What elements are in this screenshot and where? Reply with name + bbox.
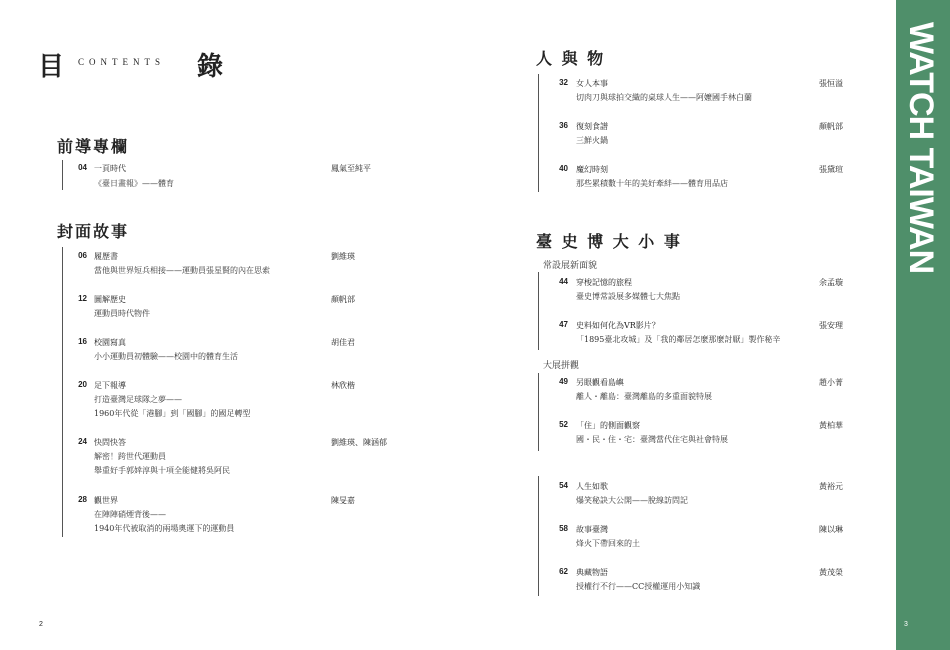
entry-num: 47 bbox=[559, 320, 568, 329]
entry-author: 劉維瑛 bbox=[331, 252, 355, 261]
entry-title: 觀世界 bbox=[94, 496, 118, 505]
entry-author: 黃裕元 bbox=[819, 482, 843, 491]
page-number-right: 3 bbox=[904, 621, 908, 628]
entry-author: 余孟璇 bbox=[819, 278, 843, 287]
entry-author: 劉維瑛、陳涵郁 bbox=[331, 438, 387, 447]
entry-desc: 打造臺灣足球隊之夢—— bbox=[94, 395, 182, 404]
entry-num: 12 bbox=[78, 294, 87, 303]
entry-title: 故事臺灣 bbox=[576, 525, 608, 534]
history-group-a bbox=[538, 272, 539, 350]
entry-num: 04 bbox=[78, 163, 87, 172]
entry-desc: 舉重好手郭婞淳與十項全能健將吳阿民 bbox=[94, 466, 230, 475]
entry-desc: 在陣陣硝煙背後—— bbox=[94, 510, 166, 519]
entry-desc: 《臺日畫報》——體育 bbox=[94, 179, 174, 188]
entry-author: 陳以琳 bbox=[819, 525, 843, 534]
entry-title: 魔幻時刻 bbox=[576, 165, 608, 174]
entry-author: 張黛瑄 bbox=[819, 165, 843, 174]
entry-num: 06 bbox=[78, 251, 87, 260]
entry-desc: 離人・離島：臺灣離島的多重面貌特展 bbox=[576, 392, 712, 401]
section-forward-heading: 前導專欄 bbox=[57, 137, 130, 156]
entry-desc: 授權行不行——CC授權運用小知識 bbox=[576, 582, 701, 591]
entry-num: 32 bbox=[559, 78, 568, 87]
entry-title: 另眼觀看島嶼 bbox=[576, 378, 624, 387]
forward-group bbox=[62, 160, 63, 190]
entry-desc: 爆笑秘訣大公開——脫線訪問記 bbox=[576, 496, 688, 505]
cover-group bbox=[62, 247, 63, 537]
entry-author: 顏帆部 bbox=[819, 122, 843, 131]
entry-num: 52 bbox=[559, 420, 568, 429]
entry-num: 44 bbox=[559, 277, 568, 286]
entry-num: 20 bbox=[78, 380, 87, 389]
contents-label: CONTENTS bbox=[78, 57, 165, 67]
entry-author: 胡佳君 bbox=[331, 338, 355, 347]
title-left-char: 目 bbox=[38, 52, 65, 82]
title-right-char: 錄 bbox=[197, 52, 224, 82]
entry-num: 24 bbox=[78, 437, 87, 446]
entry-desc: 1960年代從「港腳」到「國腳」的國足轉型 bbox=[94, 409, 251, 418]
entry-author: 林欣楷 bbox=[331, 381, 355, 390]
section-people-heading: 人 與 物 bbox=[536, 49, 606, 68]
entry-num: 40 bbox=[559, 164, 568, 173]
entry-num: 54 bbox=[559, 481, 568, 490]
entry-title: 女人本事 bbox=[576, 79, 608, 88]
entry-desc: 切肉刀與球拍交織的桌球人生——阿嬤國手林白蘭 bbox=[576, 93, 752, 102]
entry-author: 張恒溢 bbox=[819, 79, 843, 88]
people-group bbox=[538, 74, 539, 192]
entry-author: 陳旻嘉 bbox=[331, 496, 355, 505]
entry-author: 顏帆部 bbox=[331, 295, 355, 304]
masthead-title: WATCH TAIWAN bbox=[902, 22, 940, 274]
entry-desc: 小小運動員初體驗——校園中的體育生活 bbox=[94, 352, 238, 361]
entry-num: 49 bbox=[559, 377, 568, 386]
entry-desc: 臺史博常設展多媒體七大焦點 bbox=[576, 292, 680, 301]
section-history-heading: 臺 史 博 大 小 事 bbox=[536, 232, 682, 251]
entry-title: 圖解歷史 bbox=[94, 295, 126, 304]
entry-desc: 烽火下帶回來的土 bbox=[576, 539, 640, 548]
entry-title: 一頁時代 bbox=[94, 164, 126, 173]
entry-title: 校園寫真 bbox=[94, 338, 126, 347]
entry-desc: 那些累積數十年的美好牽絆——體育用品店 bbox=[576, 179, 728, 188]
entry-author: 黃柏華 bbox=[819, 421, 843, 430]
entry-num: 16 bbox=[78, 337, 87, 346]
entry-title: 人生如歌 bbox=[576, 482, 608, 491]
entry-author: 張安理 bbox=[819, 321, 843, 330]
entry-title: 復刻食譜 bbox=[576, 122, 608, 131]
entry-title: 履歷書 bbox=[94, 252, 118, 261]
history-group-c bbox=[538, 476, 539, 596]
entry-desc: 當他與世界短兵相接——運動員張星賢的內在思索 bbox=[94, 266, 270, 275]
entry-author: 鳳氣至純平 bbox=[331, 164, 371, 173]
history-group-b bbox=[538, 373, 539, 451]
section-cover-heading: 封面故事 bbox=[57, 222, 130, 241]
entry-title: 「住」的側面觀察 bbox=[576, 421, 640, 430]
entry-title: 足下報導 bbox=[94, 381, 126, 390]
entry-num: 58 bbox=[559, 524, 568, 533]
entry-desc: 解密！跨世代運動員 bbox=[94, 452, 166, 461]
entry-author: 黃茂榮 bbox=[819, 568, 843, 577]
entry-title: 史料如何化為VR影片？ bbox=[576, 321, 660, 330]
entry-num: 62 bbox=[559, 567, 568, 576]
subheading-exhibition: 大展拼觀 bbox=[543, 361, 580, 371]
entry-desc: 三鮮火鍋 bbox=[576, 136, 608, 145]
page-number-left: 2 bbox=[39, 621, 43, 628]
subheading-permanent: 常設展新面貌 bbox=[543, 261, 598, 271]
entry-title: 穿梭記憶的旅程 bbox=[576, 278, 632, 287]
entry-title: 典藏物語 bbox=[576, 568, 608, 577]
entry-title: 快問快答 bbox=[94, 438, 126, 447]
entry-desc: 1940年代被取消的兩場奧運下的運動員 bbox=[94, 524, 235, 533]
entry-num: 28 bbox=[78, 495, 87, 504]
entry-desc: 「1895臺北攻城」及「我的鄰居怎麼那麼討厭」製作秘辛 bbox=[576, 335, 781, 344]
entry-num: 36 bbox=[559, 121, 568, 130]
entry-desc: 運動員時代物件 bbox=[94, 309, 150, 318]
entry-desc: 國・民・住・宅：臺灣當代住宅與社會特展 bbox=[576, 435, 728, 444]
entry-author: 趙小菁 bbox=[819, 378, 843, 387]
